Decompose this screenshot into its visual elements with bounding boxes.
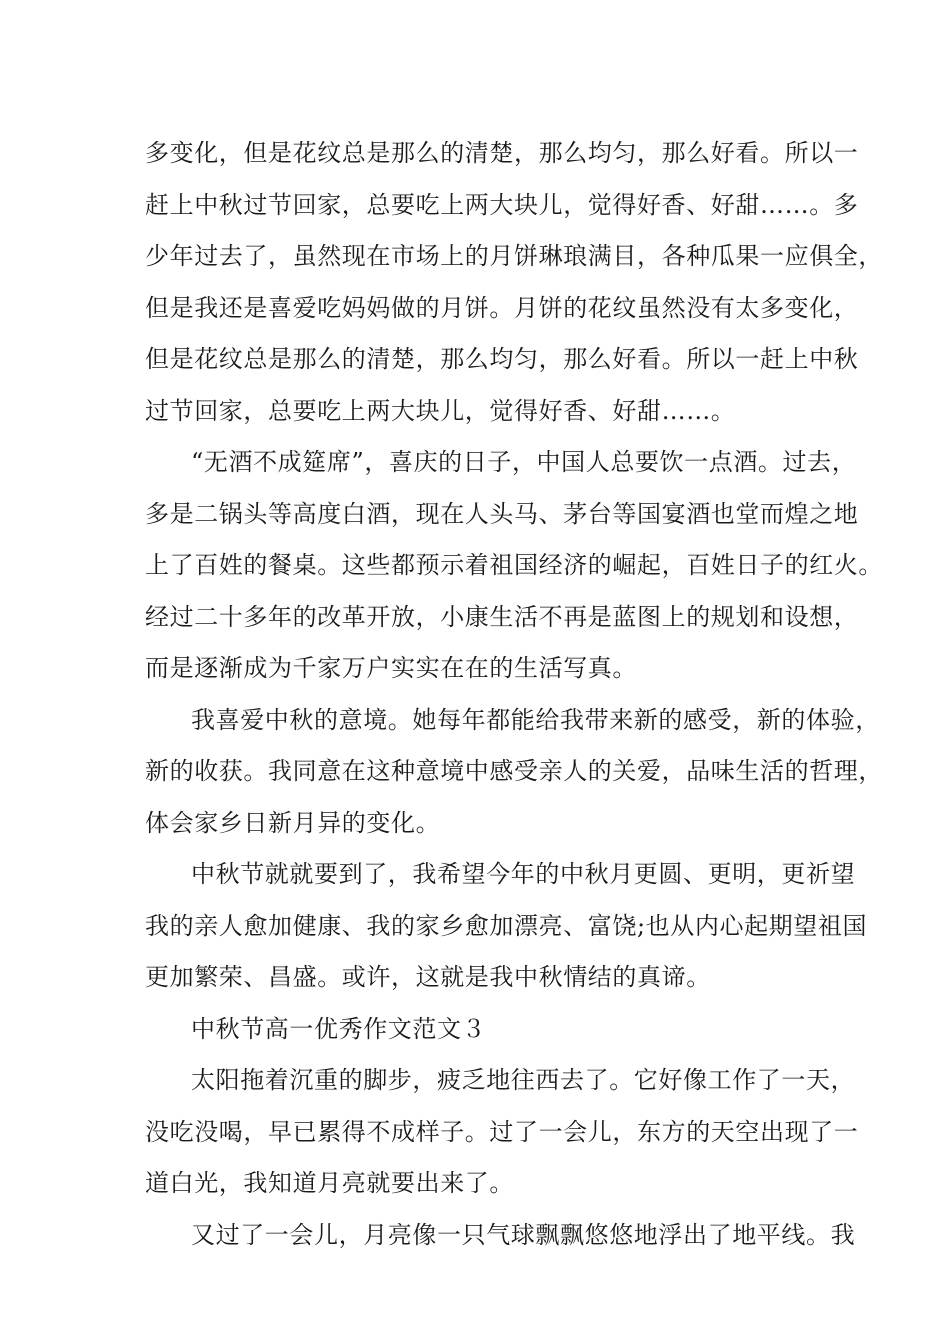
text-line: 过节回家，总要吃上两大块儿，觉得好香、好甜……。 xyxy=(145,396,736,425)
text-line: 没吃没喝，早已累得不成样子。过了一会儿，东方的天空出现了一 xyxy=(145,1117,859,1146)
text-line: 道白光，我知道月亮就要出来了。 xyxy=(145,1169,514,1197)
text-line: 多变化，但是花纹总是那么的清楚，那么均匀，那么好看。所以一 xyxy=(145,139,859,167)
text-line: 但是我还是喜爱吃妈妈做的月饼。月饼的花纹虽然没有太多变化， xyxy=(145,293,859,322)
text-line: 多是二锅头等高度白酒，现在人头马、茅台等国宴酒也堂而煌之地 xyxy=(145,499,859,528)
text-line: 太阳拖着沉重的脚步，疲乏地往西去了。它好像工作了一天， xyxy=(191,1066,856,1094)
text-line: 少年过去了，虽然现在市场上的月饼琳琅满目，各种瓜果一应俱全， xyxy=(145,242,883,270)
text-line: 上了百姓的餐桌。这些都预示着祖国经济的崛起，百姓日子的红火。 xyxy=(145,551,883,579)
text-line: 而是逐渐成为千家万户实实在在的生活写真。 xyxy=(145,654,637,682)
text-line: “无酒不成筵席”，喜庆的日子，中国人总要饮一点酒。过去， xyxy=(191,448,857,476)
text-line: 我喜爱中秋的意境。她每年都能给我带来新的感受，新的体验， xyxy=(191,705,880,734)
text-line: 体会家乡日新月异的变化。 xyxy=(145,808,441,837)
text-line: 中秋节高一优秀作文范文３ xyxy=(191,1014,487,1043)
text-line: 我的亲人愈加健康、我的家乡愈加漂亮、富饶;也从内心起期望祖国 xyxy=(145,911,868,940)
text-line: 中秋节就就要到了，我希望今年的中秋月更圆、更明，更祈望 xyxy=(191,860,856,888)
text-line: 更加繁荣、昌盛。或许，这就是我中秋情结的真谛。 xyxy=(145,963,711,991)
text-line: 经过二十多年的改革开放，小康生活不再是蓝图上的规划和设想， xyxy=(145,602,859,631)
text-line: 赶上中秋过节回家，总要吃上两大块儿，觉得好香、好甜……。多 xyxy=(145,190,859,219)
text-line: 新的收获。我同意在这种意境中感受亲人的关爱，品味生活的哲理， xyxy=(145,757,883,785)
document-body xyxy=(145,128,883,1261)
text-line: 但是花纹总是那么的清楚，那么均匀，那么好看。所以一赶上中秋 xyxy=(145,345,859,373)
text-line: 又过了一会儿，月亮像一只气球飘飘悠悠地浮出了地平线。我 xyxy=(191,1220,856,1249)
